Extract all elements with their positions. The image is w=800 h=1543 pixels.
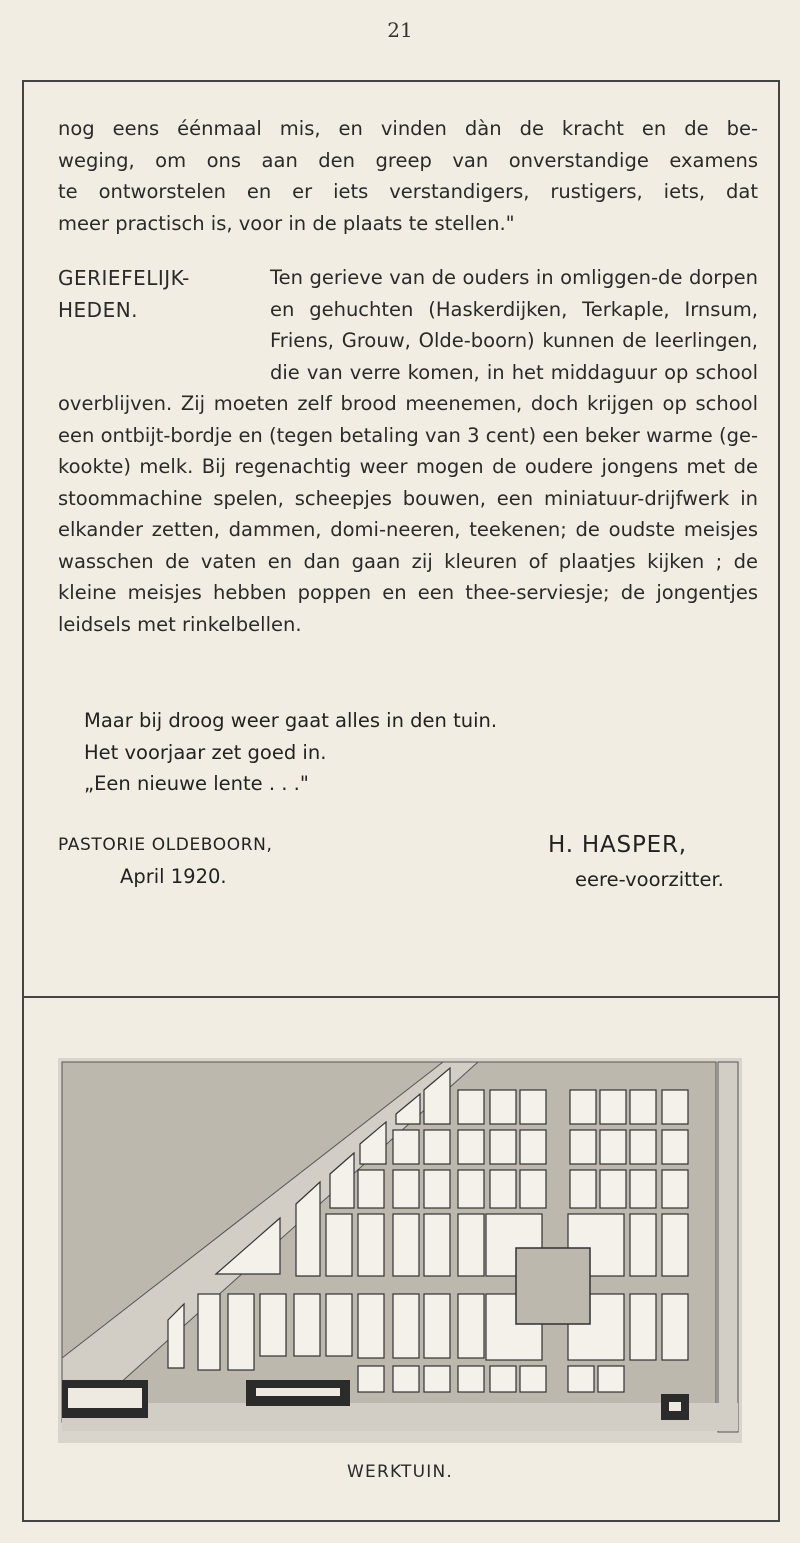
page-number: 21: [387, 18, 413, 42]
section-divider: [22, 996, 780, 998]
closing-line: Maar bij droog weer gaat alles in den tuin.: [84, 709, 498, 732]
closing-lines: [84, 705, 497, 800]
signature-place: PASTORIE OLDEBOORN,: [58, 835, 273, 855]
heading-spacer: [58, 262, 270, 357]
paragraph-2-text: Ten gerieve van de ouders in omliggen-de dorpen en gehuchten (Haskerdijken, Terkaple, Irnsum, Friens, Grouw, Olde-boorn) kunnen de leerlingen, die van verre komen, in het middaguur op school overblijven. Zij moeten zelf brood meenemen, doch krijgen op school een ontbijt-bordje en (tegen betaling van 3 cent) een beker warme (ge-kookte) melk. Bij regenachtig weer mogen de oudere jongens met de stoommachine spelen, scheepjes bouwen, een miniatuur-drijfwerk in elkander zetten, dammen, domi-neeren, teekenen; de oudste meisjes wasschen de vaten en dan gaan zij kleuren of plaatjes kijken ; de kleine meisjes hebben poppen en een thee-serviesje; de jongentjes leidsels met rinkelbellen.: [58, 266, 758, 636]
signature-title: eere-voorzitter.: [575, 868, 724, 891]
text-line: nog eens éénmaal mis, en vinden dàn de kracht en de be-: [58, 117, 758, 140]
text-line: weging, om ons aan den greep van onverstandige examens: [58, 148, 758, 172]
paragraph-2: [58, 262, 758, 640]
paragraph-1: [58, 113, 758, 239]
signature-name: H. HASPER,: [548, 832, 687, 858]
closing-line: „Een nieuwe lente . . .": [84, 772, 309, 795]
side-heading-line: HEDEN.: [58, 298, 139, 322]
text-line: meer practisch is, voor in de plaats te stellen.": [58, 211, 515, 235]
side-heading-line: GERIEFELIJK-: [58, 266, 190, 290]
signature-date: April 1920.: [120, 865, 227, 888]
text-line: te ontworstelen en er iets verstandigers, rustigers, iets, dat: [58, 180, 758, 203]
closing-line: Het voorjaar zet goed in.: [84, 740, 327, 764]
garden-plan-illustration: [58, 1058, 742, 1443]
figure-caption: WERKTUIN.: [347, 1462, 453, 1482]
